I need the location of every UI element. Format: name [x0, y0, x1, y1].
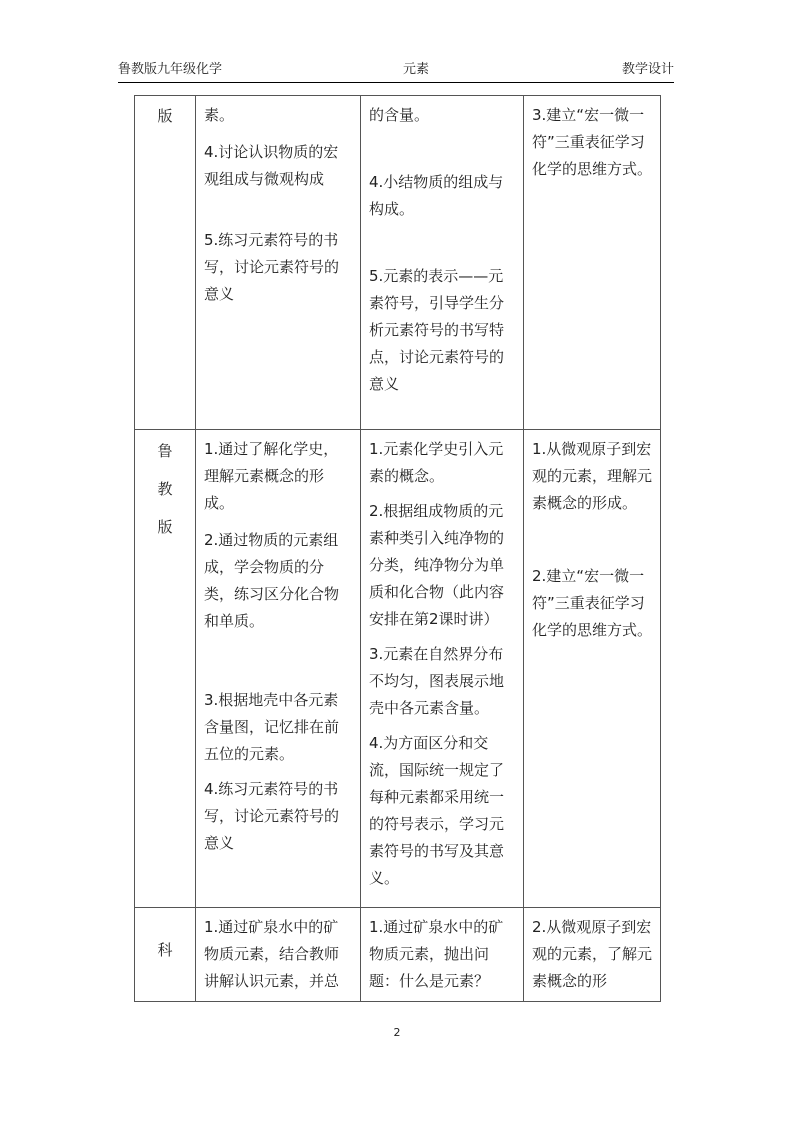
header-topic: 元素: [403, 62, 430, 77]
row-label-cell: [135, 908, 196, 1002]
lesson-plan-table: [134, 95, 661, 1002]
teacher-activity-cell: [361, 430, 524, 908]
row-label-cell: [135, 96, 196, 430]
list-item: 4.练习元素符号的书写，讨论元素符号的意义: [204, 780, 340, 852]
student-activity-cell: [196, 908, 361, 1002]
list-item: 4.讨论认识物质的宏观组成与微观构成: [204, 143, 339, 188]
list-item: 3.根据地壳中各元素含量图，记忆排在前五位的元素。: [204, 691, 340, 763]
student-activity-cell: [196, 96, 361, 430]
list-item: 的含量。: [369, 106, 430, 124]
list-item: 3.元素在自然界分布不均匀，图表展示地壳中各元素含量。: [369, 645, 505, 717]
list-item: 2.建立“宏一微一符”三重表征学习化学的思维方式。: [532, 567, 653, 639]
list-item: 2.根据组成物质的元素种类引入纯净物的分类，纯净物分为单质和化合物（此内容安排在第2课时讲）: [369, 502, 505, 628]
list-item: 2.从微观原子到宏观的元素，了解元素概念的形: [532, 918, 653, 990]
design-intent-cell: [524, 96, 661, 430]
list-item: 1.元素化学史引入元素的概念。: [369, 440, 504, 485]
list-item: 1.从微观原子到宏观的元素，理解元素概念的形成。: [532, 440, 653, 512]
header-course: 鲁教版九年级化学: [118, 62, 223, 77]
list-item: 4.小结物质的组成与构成。: [369, 173, 504, 218]
list-item: 2.通过物质的元素组成，学会物质的分类，练习区分化合物和单质。: [204, 531, 340, 630]
header-doc-type: 教学设计: [621, 62, 674, 77]
list-item: 1.通过矿泉水中的矿物质元素，抛出问题：什么是元素？: [369, 918, 504, 990]
list-item: 5.元素的表示——元素符号，引导学生分析元素符号的书写特点，讨论元素符号的意义: [369, 267, 505, 393]
page-number: 2: [393, 1026, 401, 1039]
page-header: [118, 58, 674, 78]
design-intent-cell: [524, 908, 661, 1002]
table-row: [135, 908, 661, 1002]
list-item: 4.为方面区分和交流，国际统一规定了每种元素都采用统一的符号表示，学习元素符号的书写及其意义。: [369, 734, 505, 887]
teacher-activity-cell: [361, 96, 524, 430]
teacher-activity-cell: [361, 908, 524, 1002]
row-label: 科: [157, 941, 173, 959]
list-item: 1.通过矿泉水中的矿物质元素，结合教师讲解认识元素，并总: [204, 918, 340, 990]
list-item: 素。: [204, 106, 235, 124]
design-intent-cell: [524, 430, 661, 908]
row-label: 版: [157, 107, 173, 125]
list-item: 5.练习元素符号的书写，讨论元素符号的意义: [204, 231, 340, 303]
row-label: 鲁教版: [157, 442, 173, 536]
table-row: [135, 96, 661, 430]
student-activity-cell: [196, 430, 361, 908]
header-rule: [118, 82, 674, 83]
list-item: 3.建立“宏一微一符”三重表征学习化学的思维方式。: [532, 106, 653, 178]
list-item: 1.通过了解化学史，理解元素概念的形成。: [204, 440, 339, 512]
row-label-cell: [135, 430, 196, 908]
table-row: [135, 430, 661, 908]
